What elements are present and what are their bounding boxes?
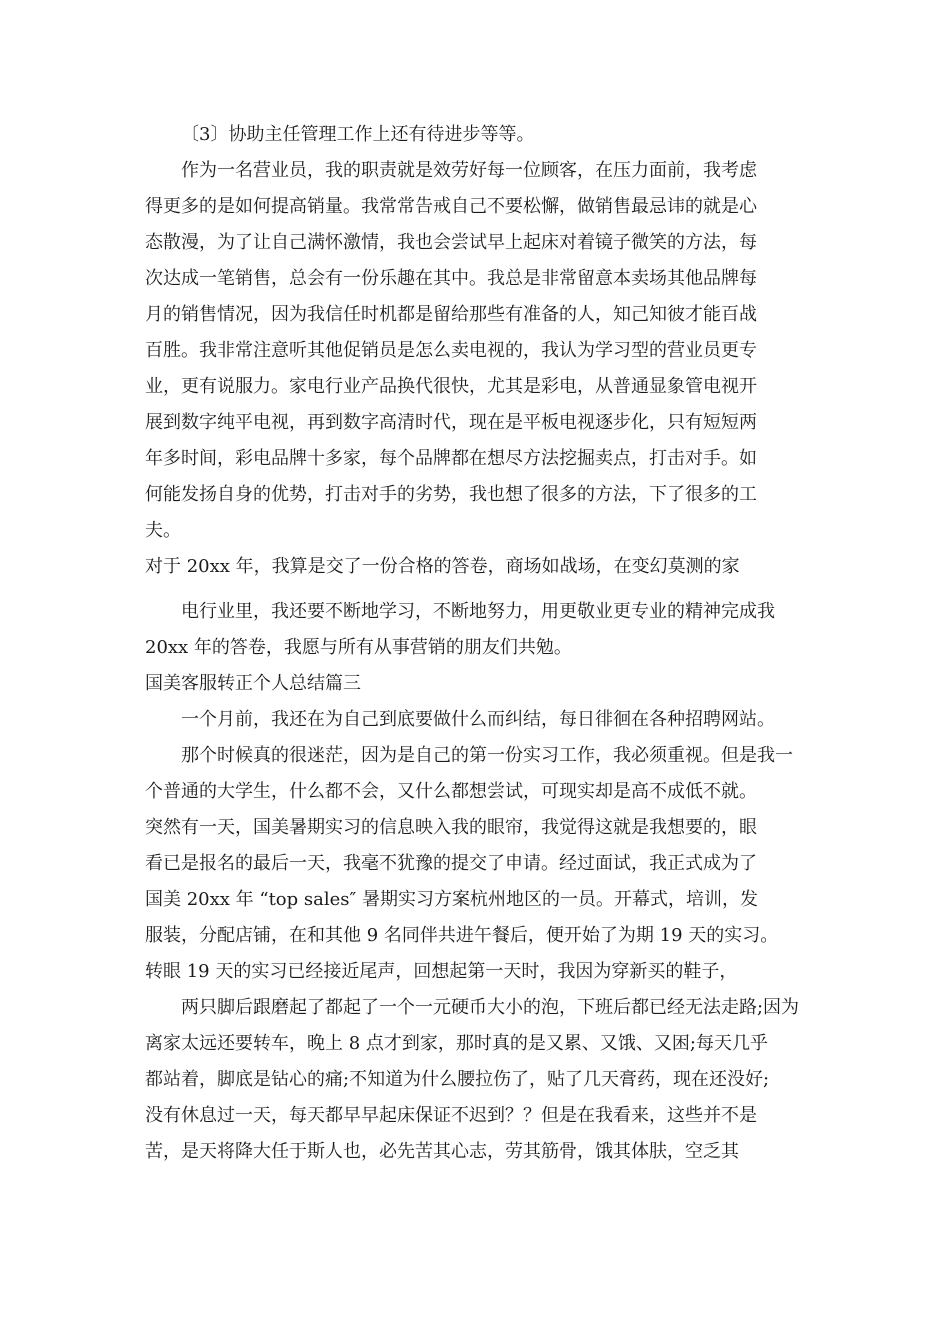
text-line: 转眼 19 天的实习已经接近尾声，回想起第一天时，我因为穿新买的鞋子， xyxy=(145,961,738,982)
text-line: 国美 20xx 年 “top sales″ 暑期实习方案杭州地区的一员。开幕式，培训，发 xyxy=(145,889,758,910)
text-line: 〔3〕协助主任管理工作上还有待进步等等。 xyxy=(181,124,535,145)
text-line: 离家太远还要转车，晚上 8 点才到家，那时真的是又累、又饿、又困;每天几乎 xyxy=(145,1033,768,1054)
text-line: 个普通的大学生，什么都不会，又什么都想尝试，可现实却是高不成低不就。 xyxy=(145,781,757,802)
text-line: 20xx 年的答卷，我愿与所有从事营销的朋友们共勉。 xyxy=(145,637,572,658)
text-line: 对于 20xx 年，我算是交了一份合格的答卷，商场如战场，在变幻莫测的家 xyxy=(145,556,740,577)
text-line: 业，更有说服力。家电行业产品换代很快，尤其是彩电，从普通显象管电视开 xyxy=(145,376,757,397)
text-line: 没有休息过一天，每天都早早起床保证不迟到？？但是在我看来，这些并不是 xyxy=(145,1105,757,1126)
text-line: 年多时间，彩电品牌十多家，每个品牌都在想尽方法挖掘卖点，打击对手。如 xyxy=(145,448,757,469)
text-line: 百胜。我非常注意听其他促销员是怎么卖电视的，我认为学习型的营业员更专 xyxy=(145,340,757,361)
text-line: 态散漫，为了让自己满怀激情，我也会尝试早上起床对着镜子微笑的方法，每 xyxy=(145,232,757,253)
text-line: 月的销售情况，因为我信任时机都是留给那些有准备的人，知己知彼才能百战 xyxy=(145,304,757,325)
text-line: 展到数字纯平电视，再到数字高清时代，现在是平板电视逐步化，只有短短两 xyxy=(145,412,757,433)
text-line: 苦，是天将降大任于斯人也，必先苦其心志，劳其筋骨，饿其体肤，空乏其 xyxy=(145,1141,739,1162)
text-line xyxy=(145,1170,825,1206)
text-line: 何能发扬自身的优势，打击对手的劣势，我也想了很多的方法，下了很多的工 xyxy=(145,484,757,505)
paragraph-first-line: 那个时候真的很迷茫，因为是自己的第一份实习工作，我必须重视。但是我一 xyxy=(181,745,793,766)
text-line: 国美客服转正个人总结篇三 xyxy=(145,673,361,694)
paragraph-first-line: 电行业里，我还要不断地学习，不断地努力，用更敬业更专业的精神完成我 xyxy=(181,601,775,622)
text-line: 突然有一天，国美暑期实习的信息映入我的眼帘，我觉得这就是我想要的，眼 xyxy=(145,817,757,838)
section-heading: 一个月前，我还在为自己到底要做什么而纠结，每日徘徊在各种招聘网站。 xyxy=(181,709,775,730)
text-line: 都站着，脚底是钻心的痛;不知道为什么腰拉伤了，贴了几天膏药，现在还没好; xyxy=(145,1069,770,1090)
text-line: 夫。 xyxy=(145,520,181,541)
paragraph-first-line: 两只脚后跟磨起了都起了一个一元硬币大小的泡，下班后都已经无法走路;因为 xyxy=(181,997,800,1018)
paragraph-first-line: 作为一名营业员，我的职责就是效劳好每一位顾客，在压力面前，我考虑 xyxy=(181,160,757,181)
text-line: 次达成一笔销售，总会有一份乐趣在其中。我总是非常留意本卖场其他品牌每 xyxy=(145,268,757,289)
text-line: 得更多的是如何提高销量。我常常告戒自己不要松懈，做销售最忌讳的就是心 xyxy=(145,196,757,217)
text-line: 看已是报名的最后一天，我毫不犹豫的提交了申请。经过面试，我正式成为了 xyxy=(145,853,757,874)
text-line: 服装，分配店铺，在和其他 9 名同伴共进午餐后，便开始了为期 19 天的实习。 xyxy=(145,925,779,946)
